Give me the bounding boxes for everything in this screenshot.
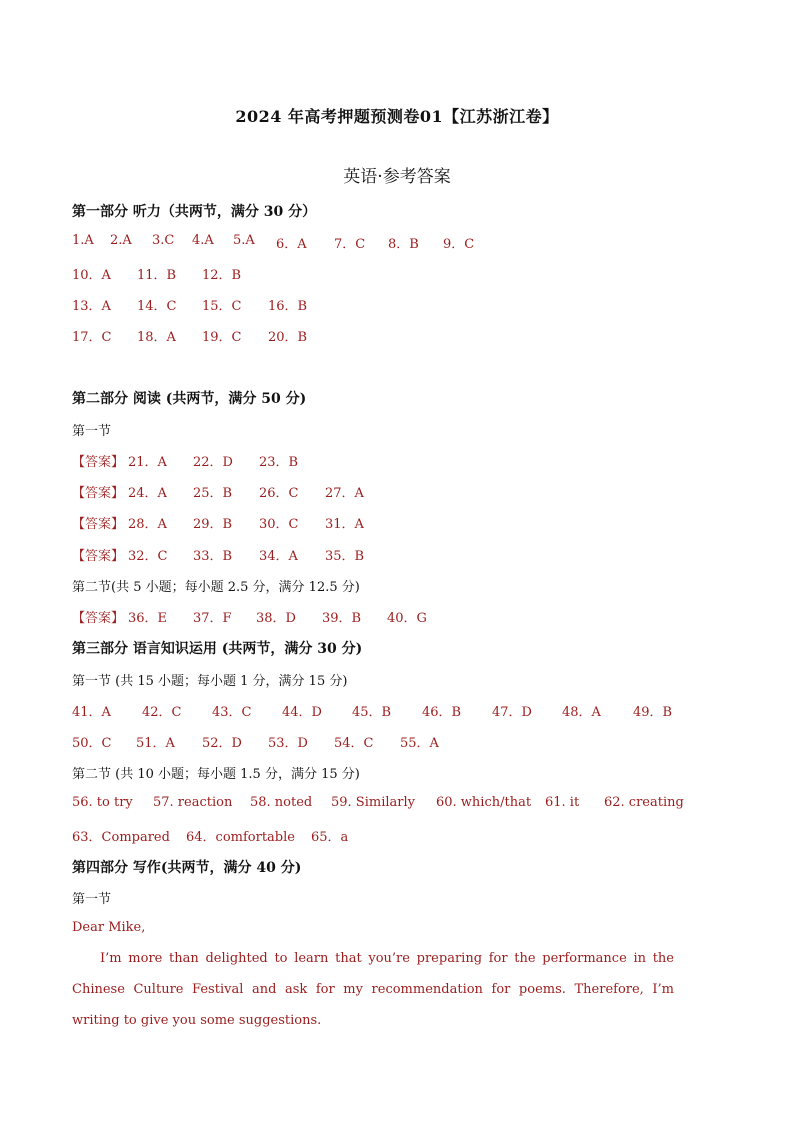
answer-item: 52．D — [202, 736, 242, 751]
answer-item: 1.A — [72, 233, 94, 248]
answer-item: 9．C — [443, 237, 475, 252]
part3-heading: 第三部分 语言知识运用 (共两节，满分 30 分) — [72, 641, 363, 657]
answer-item: 30．C — [259, 517, 299, 532]
answer-item: 47．D — [492, 705, 532, 720]
answer-item: 3.C — [152, 233, 175, 248]
answer-item: 36．E — [128, 611, 168, 626]
answer-item: 23．B — [259, 455, 299, 470]
answer-item: 8．B — [388, 237, 419, 252]
answer-item: 11．B — [137, 268, 177, 283]
answer-tag: 【答案】 — [72, 486, 125, 501]
answer-item: 43．C — [212, 705, 252, 720]
answer-item: 22．D — [193, 455, 233, 470]
part1-heading: 第一部分 听力（共两节，满分 30 分） — [72, 204, 317, 220]
answer-item: 27．A — [325, 486, 364, 501]
answer-item: 41．A — [72, 705, 111, 720]
fill-answer: 59. Similarly — [331, 795, 415, 810]
letter-salutation: Dear Mike, — [72, 920, 146, 935]
part2-heading: 第二部分 阅读 (共两节，满分 50 分) — [72, 391, 307, 407]
section-label: 第二节 (共 10 小题；每小题 1.5 分，满分 15 分) — [72, 767, 360, 782]
page-title: 2024 年高考押题预测卷01【江苏浙江卷】 — [235, 107, 559, 126]
answer-item: 54．C — [334, 736, 374, 751]
answer-item: 17．C — [72, 330, 112, 345]
section-label: 第二节(共 5 小题；每小题 2.5 分，满分 12.5 分) — [72, 580, 360, 595]
answer-item: 4.A — [192, 233, 214, 248]
section-label: 第一节 (共 15 小题；每小题 1 分，满分 15 分) — [72, 674, 348, 689]
fill-answer: 60. which/that — [436, 795, 532, 810]
fill-answer: 64．comfortable — [186, 830, 295, 845]
answer-item: 42．C — [142, 705, 182, 720]
answer-item: 25．B — [193, 486, 233, 501]
answer-tag: 【答案】 — [72, 455, 125, 470]
answer-tag: 【答案】 — [72, 517, 125, 532]
answer-item: 33．B — [193, 549, 233, 564]
answer-item: 29．B — [193, 517, 233, 532]
answer-item: 7．C — [334, 237, 366, 252]
fill-answer: 63．Compared — [72, 830, 170, 845]
letter-paragraph-text: I’m more than delighted to learn that you’re preparing for the performance in the Chinese Culture Festival and ask for my recommendation for poems. Therefore, I’m writing to give you some suggestions. — [72, 951, 674, 1028]
answer-item: 14．C — [137, 299, 177, 314]
answer-item: 40．G — [387, 611, 427, 626]
answer-item: 12．B — [202, 268, 242, 283]
answer-item: 16．B — [268, 299, 308, 314]
answer-item: 15．C — [202, 299, 242, 314]
answer-item: 48．A — [562, 705, 601, 720]
answer-item: 38．D — [256, 611, 296, 626]
answer-item: 44．D — [282, 705, 322, 720]
answer-item: 26．C — [259, 486, 299, 501]
fill-answer: 57. reaction — [153, 795, 233, 810]
answer-item: 37．F — [193, 611, 232, 626]
answer-item: 32．C — [128, 549, 168, 564]
part4-heading: 第四部分 写作(共两节，满分 40 分) — [72, 860, 302, 876]
answer-item: 2.A — [110, 233, 132, 248]
answer-item: 53．D — [268, 736, 308, 751]
answer-item: 35．B — [325, 549, 365, 564]
answer-item: 13．A — [72, 299, 111, 314]
answer-item: 28．A — [128, 517, 167, 532]
answer-item: 46．B — [422, 705, 462, 720]
answer-item: 50．C — [72, 736, 112, 751]
section-label: 第一节 — [72, 892, 112, 907]
fill-answer: 61. it — [545, 795, 580, 810]
answer-item: 24．A — [128, 486, 167, 501]
letter-paragraph — [72, 943, 674, 1036]
answer-item: 10．A — [72, 268, 111, 283]
answer-item: 19．C — [202, 330, 242, 345]
section-label: 第一节 — [72, 424, 112, 439]
fill-answer: 56. to try — [72, 795, 133, 810]
answer-item: 21．A — [128, 455, 167, 470]
answer-item: 49．B — [633, 705, 673, 720]
answer-item: 31．A — [325, 517, 364, 532]
answer-item: 5.A — [233, 233, 255, 248]
fill-answer: 62. creating — [604, 795, 684, 810]
page-subtitle: 英语·参考答案 — [343, 167, 451, 187]
answer-item: 39．B — [322, 611, 362, 626]
answer-item: 51．A — [136, 736, 175, 751]
answer-tag: 【答案】 — [72, 611, 125, 626]
answer-item: 18．A — [137, 330, 176, 345]
answer-item: 55．A — [400, 736, 439, 751]
answer-item: 45．B — [352, 705, 392, 720]
answer-tag: 【答案】 — [72, 549, 125, 564]
answer-item: 20．B — [268, 330, 308, 345]
answer-item: 6．A — [276, 237, 307, 252]
fill-answer: 65．a — [311, 830, 349, 845]
answer-item: 34．A — [259, 549, 298, 564]
fill-answer: 58. noted — [250, 795, 313, 810]
